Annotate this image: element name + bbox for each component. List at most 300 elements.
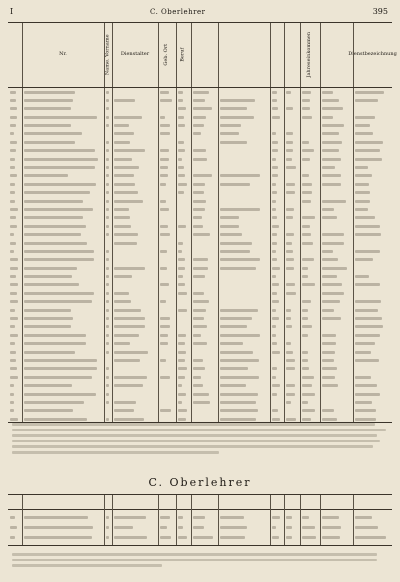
illegible-cell [302,325,312,328]
illegible-cell [272,216,277,219]
table-row [8,323,392,331]
illegible-cell [24,283,79,286]
illegible-cell [286,208,294,211]
illegible-cell [193,158,207,161]
illegible-cell [322,342,336,345]
illegible-cell [302,401,308,404]
illegible-cell [10,174,17,177]
column-rule [22,495,23,545]
illegible-cell [10,91,16,94]
table-row [8,105,392,113]
column-rule [191,23,192,87]
illegible-cell [302,309,308,312]
illegible-cell [302,107,310,110]
illegible-cell [160,342,168,345]
illegible-cell [193,516,205,519]
illegible-cell [24,258,94,261]
illegible-cell [193,275,205,278]
illegible-cell [286,267,294,270]
illegible-cell [272,166,278,169]
table-row [8,373,392,381]
illegible-cell [322,367,337,370]
column-rule [104,23,105,87]
illegible-cell [10,275,16,278]
illegible-cell [114,242,137,245]
illegible-cell [114,376,147,379]
illegible-cell [193,536,213,539]
illegible-cell [286,141,293,144]
illegible-cell [178,107,186,110]
illegible-cell [302,367,309,370]
table-header [8,23,397,88]
illegible-cell [24,317,73,320]
illegible-cell [160,124,170,127]
table-row [8,88,392,96]
illegible-cell [355,208,368,211]
table-row [8,523,392,531]
illegible-cell [24,191,90,194]
illegible-cell [193,200,206,203]
illegible-cell [355,359,379,362]
illegible-cell [272,158,276,161]
illegible-cell [24,376,92,379]
illegible-cell [220,367,248,370]
illegible-cell [106,208,109,211]
column-rule [353,88,354,422]
illegible-cell [106,116,109,119]
illegible-cell [272,275,276,278]
illegible-cell [193,116,206,119]
illegible-cell [286,309,291,312]
footnote-line [12,440,380,443]
illegible-cell [106,526,109,529]
illegible-cell [114,267,145,270]
illegible-cell [286,158,292,161]
illegible-cell [10,359,16,362]
illegible-cell [106,174,109,177]
illegible-cell [178,166,184,169]
illegible-cell [178,516,183,519]
illegible-cell [220,216,239,219]
illegible-cell [10,283,18,286]
illegible-cell [106,536,109,539]
header-cell [218,23,270,87]
illegible-cell [178,174,185,177]
illegible-cell [355,309,378,312]
illegible-cell [24,267,77,270]
illegible-cell [160,283,169,286]
column-rule [112,495,113,545]
illegible-cell [114,141,130,144]
illegible-cell [160,149,169,152]
header-cell [112,23,158,87]
illegible-cell [272,367,277,370]
section-c-header [8,495,392,510]
illegible-cell [193,325,207,328]
illegible-cell [322,183,341,186]
table-row [8,180,392,188]
header-cell [22,23,104,87]
illegible-cell [286,183,295,186]
illegible-cell [286,393,295,396]
illegible-cell [322,516,339,519]
footnote-line [12,559,377,562]
illegible-cell [178,158,182,161]
illegible-cell [24,132,82,135]
illegible-cell [114,342,130,345]
illegible-cell [322,283,342,286]
illegible-cell [106,200,109,203]
table-row [8,289,392,297]
illegible-cell [193,342,207,345]
illegible-cell [114,409,134,412]
illegible-cell [272,325,276,328]
illegible-cell [160,233,170,236]
illegible-cell [106,233,109,236]
illegible-cell [322,149,339,152]
illegible-cell [322,233,344,236]
table-row [8,398,392,406]
illegible-cell [322,334,336,337]
illegible-cell [272,393,277,396]
illegible-cell [178,526,183,529]
illegible-cell [106,91,109,94]
illegible-cell [178,258,185,261]
illegible-cell [10,409,14,412]
illegible-cell [114,351,148,354]
illegible-cell [355,526,378,529]
illegible-cell [160,158,169,161]
illegible-cell [286,242,292,245]
table-row [8,138,392,146]
section-c-notes [12,550,388,570]
illegible-cell [286,526,292,529]
illegible-cell [286,216,293,219]
illegible-cell [220,107,247,110]
illegible-cell [193,183,205,186]
illegible-cell [286,292,296,295]
illegible-cell [322,158,341,161]
illegible-cell [286,258,294,261]
illegible-cell [220,174,260,177]
footnote-line [12,553,377,556]
illegible-cell [178,183,187,186]
illegible-cell [355,384,377,387]
illegible-cell [160,317,170,320]
table-row [8,164,392,172]
table-row [8,222,392,230]
illegible-cell [355,317,382,320]
illegible-cell [272,351,280,354]
column-rule [176,88,177,422]
illegible-cell [193,309,206,312]
illegible-cell [10,183,15,186]
illegible-cell [302,376,314,379]
illegible-cell [106,149,109,152]
illegible-cell [24,99,73,102]
illegible-cell [10,158,15,161]
illegible-cell [220,409,258,412]
illegible-cell [114,309,141,312]
column-rule [191,495,192,545]
illegible-cell [272,174,278,177]
illegible-cell [160,250,167,253]
illegible-cell [114,183,135,186]
illegible-cell [114,516,146,519]
illegible-cell [106,334,109,337]
table-row [8,306,392,314]
illegible-cell [10,516,15,519]
illegible-cell [193,384,203,387]
illegible-cell [220,351,253,354]
illegible-cell [114,325,145,328]
illegible-cell [114,225,131,228]
illegible-cell [160,536,171,539]
illegible-cell [106,183,109,186]
illegible-cell [178,393,186,396]
illegible-cell [193,267,208,270]
illegible-cell [114,174,134,177]
illegible-cell [322,526,341,529]
illegible-cell [302,216,315,219]
illegible-cell [355,300,381,303]
illegible-cell [178,191,184,194]
illegible-cell [355,174,372,177]
illegible-cell [355,351,371,354]
table-row [8,264,392,272]
illegible-cell [10,116,17,119]
illegible-cell [10,250,14,253]
column-rule [104,88,105,422]
illegible-cell [24,393,96,396]
column-rule [158,88,159,422]
table-row [8,407,392,415]
illegible-cell [272,300,279,303]
illegible-cell [10,376,18,379]
illegible-cell [106,216,109,219]
illegible-cell [10,393,14,396]
illegible-cell [178,149,185,152]
illegible-cell [106,351,109,354]
illegible-cell [106,141,109,144]
illegible-cell [220,267,256,270]
illegible-cell [193,132,201,135]
illegible-cell [178,141,184,144]
column-rule [284,88,285,422]
illegible-cell [178,367,187,370]
illegible-cell [193,367,205,370]
illegible-cell [220,124,241,127]
illegible-cell [302,351,308,354]
illegible-cell [24,334,86,337]
illegible-cell [24,149,95,152]
illegible-cell [220,225,239,228]
illegible-cell [10,367,17,370]
illegible-cell [322,200,346,203]
illegible-cell [160,116,165,119]
illegible-cell [286,317,291,320]
illegible-cell [10,242,16,245]
column-rule [320,88,321,422]
illegible-cell [106,275,109,278]
column-rule [112,88,113,422]
illegible-cell [220,233,242,236]
illegible-cell [355,342,375,345]
illegible-cell [355,536,386,539]
illegible-cell [322,174,341,177]
illegible-cell [178,250,182,253]
table-row [8,239,392,247]
illegible-cell [10,99,16,102]
illegible-cell [220,141,247,144]
illegible-cell [272,183,276,186]
illegible-cell [220,334,260,337]
column-rule [300,23,301,87]
illegible-cell [322,359,334,362]
header-cell [158,23,176,87]
illegible-cell [322,258,338,261]
illegible-cell [10,225,17,228]
illegible-cell [302,158,310,161]
illegible-cell [160,200,166,203]
footnotes [12,420,388,457]
illegible-cell [220,376,259,379]
illegible-cell [302,334,308,337]
table-row [8,147,392,155]
illegible-cell [24,359,97,362]
illegible-cell [24,300,92,303]
illegible-cell [286,107,293,110]
illegible-cell [302,99,310,102]
illegible-cell [220,526,247,529]
illegible-cell [106,283,109,286]
table-row [8,348,392,356]
header-cell [300,23,320,87]
footnote-line [12,564,162,567]
illegible-cell [322,376,335,379]
illegible-cell [302,183,312,186]
illegible-cell [24,536,92,539]
illegible-cell [160,166,168,169]
illegible-cell [286,401,291,404]
table-row [8,513,392,521]
illegible-cell [106,107,109,110]
illegible-cell [272,292,277,295]
illegible-cell [302,516,309,519]
illegible-cell [302,174,309,177]
illegible-cell [10,351,16,354]
illegible-cell [178,409,187,412]
illegible-cell [10,132,14,135]
illegible-cell [24,116,97,119]
illegible-cell [160,516,170,519]
illegible-cell [355,132,373,135]
illegible-cell [193,124,204,127]
illegible-cell [160,99,172,102]
header-title: C. Oberlehrer [150,8,206,16]
illegible-cell [355,216,375,219]
illegible-cell [355,124,370,127]
column-rule [22,23,23,87]
illegible-cell [106,317,109,320]
illegible-cell [220,258,260,261]
illegible-cell [322,216,337,219]
table-row [8,298,392,306]
table-row [8,197,392,205]
illegible-cell [355,393,380,396]
table-row [8,256,392,264]
illegible-cell [302,393,315,396]
illegible-cell [178,292,187,295]
illegible-cell [322,242,344,245]
column-rule [270,88,271,422]
illegible-cell [114,158,132,161]
table-row [8,281,392,289]
illegible-cell [302,258,314,261]
illegible-cell [106,191,109,194]
header-cell [191,23,218,87]
header-label: Beruf [179,47,186,63]
illegible-cell [322,116,333,119]
table-row [8,130,392,138]
illegible-cell [220,99,255,102]
page-number: 395 [372,7,388,16]
illegible-cell [106,325,109,328]
illegible-cell [10,191,15,194]
illegible-cell [272,242,277,245]
illegible-cell [114,124,129,127]
illegible-cell [355,116,375,119]
illegible-cell [302,409,315,412]
illegible-cell [106,292,109,295]
illegible-cell [220,342,243,345]
illegible-cell [286,351,293,354]
illegible-cell [10,526,17,529]
illegible-cell [10,149,16,152]
illegible-cell [106,158,109,161]
illegible-cell [24,309,71,312]
illegible-cell [193,225,203,228]
illegible-cell [160,91,169,94]
illegible-cell [24,233,81,236]
illegible-cell [106,267,109,270]
illegible-cell [286,536,292,539]
illegible-cell [114,292,129,295]
illegible-cell [24,351,75,354]
illegible-cell [302,359,308,362]
illegible-cell [355,250,380,253]
illegible-cell [272,526,276,529]
illegible-cell [114,384,143,387]
illegible-cell [10,233,14,236]
illegible-cell [193,208,205,211]
illegible-cell [322,351,335,354]
illegible-cell [193,233,210,236]
table-row [8,247,392,255]
illegible-cell [178,242,183,245]
illegible-cell [272,116,280,119]
illegible-cell [178,351,186,354]
illegible-cell [220,359,259,362]
illegible-cell [355,409,376,412]
illegible-cell [355,376,371,379]
illegible-cell [322,292,344,295]
illegible-cell [114,233,138,236]
illegible-cell [106,367,109,370]
column-rule [218,88,219,422]
illegible-cell [24,141,75,144]
illegible-cell [24,242,87,245]
